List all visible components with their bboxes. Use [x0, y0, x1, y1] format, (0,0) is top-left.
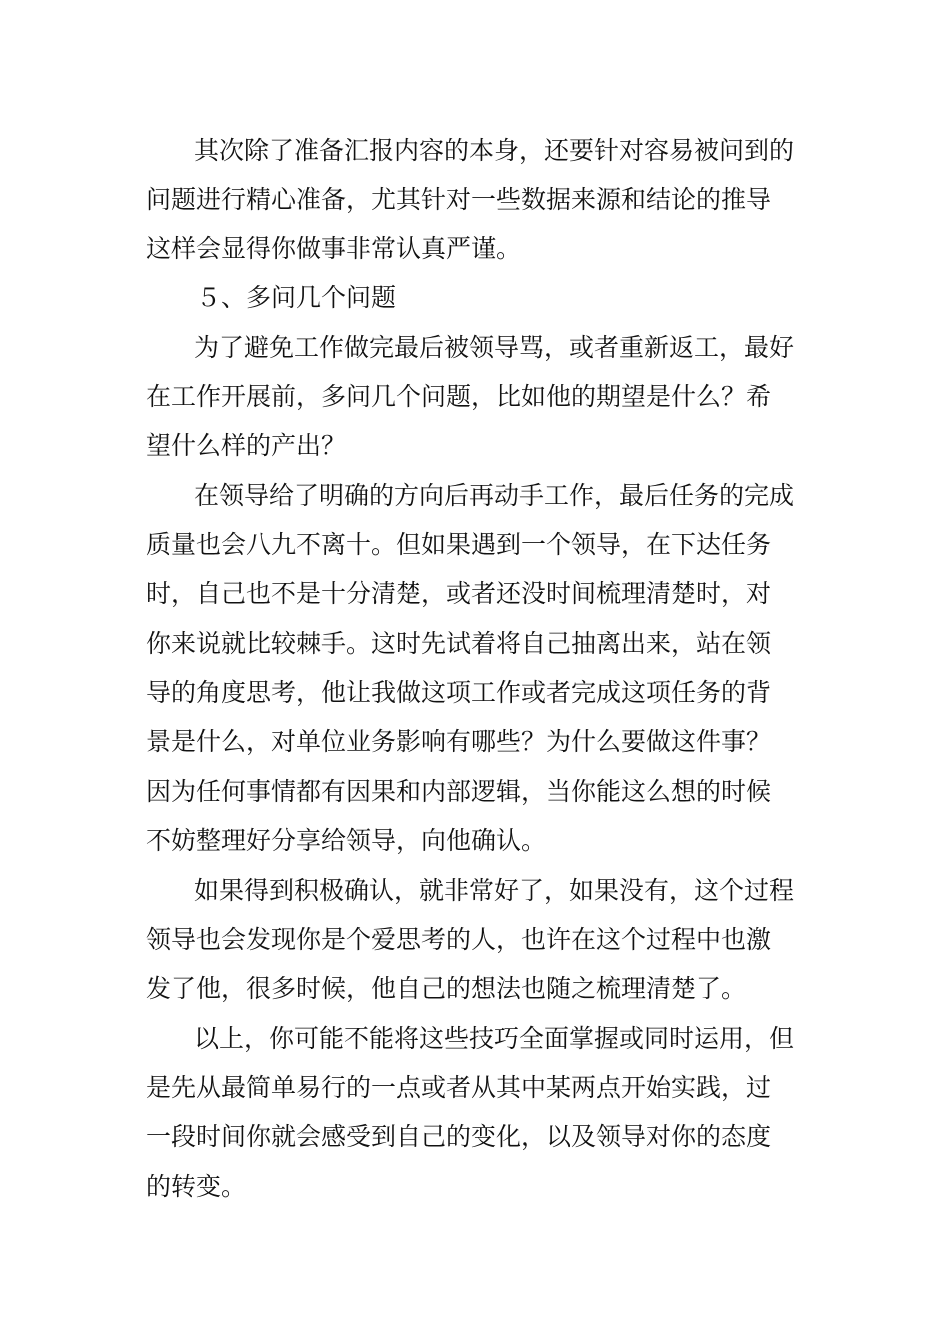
paragraph-3-line-5: 导的角度思考，他让我做这项工作或者完成这项任务的背: [146, 678, 772, 707]
paragraph-3-line-1: 在领导给了明确的方向后再动手工作，最后任务的完成: [194, 481, 795, 510]
paragraph-5-line-2: 是先从最简单易行的一点或者从其中某两点开始实践，过: [146, 1073, 772, 1102]
paragraph-5-line-4: 的转变。: [146, 1172, 247, 1201]
paragraph-2-line-2: 在工作开展前，多问几个问题，比如他的期望是什么？希: [146, 382, 772, 411]
paragraph-3-line-8: 不妨整理好分享给领导，向他确认。: [146, 826, 547, 855]
paragraph-4-line-2: 领导也会发现你是个爱思考的人，也许在这个过程中也激: [146, 925, 772, 954]
paragraph-1-line-1: 其次除了准备汇报内容的本身，还要针对容易被问到的: [194, 136, 795, 165]
paragraph-3-line-6: 景是什么，对单位业务影响有哪些？为什么要做这件事？: [146, 727, 772, 756]
paragraph-2-line-1: 为了避免工作做完最后被领导骂，或者重新返工，最好: [194, 333, 795, 362]
paragraph-2-line-3: 望什么样的产出？: [146, 431, 347, 460]
section-heading-5: ５、多问几个问题: [196, 283, 397, 312]
paragraph-4-line-1: 如果得到积极确认，就非常好了，如果没有，这个过程: [194, 876, 795, 905]
paragraph-1-line-2: 问题进行精心准备，尤其针对一些数据来源和结论的推导: [146, 185, 772, 214]
paragraph-4-line-3: 发了他，很多时候，他自己的想法也随之梳理清楚了。: [146, 974, 747, 1003]
paragraph-3-line-7: 因为任何事情都有因果和内部逻辑，当你能这么想的时候: [146, 777, 772, 806]
paragraph-3-line-4: 你来说就比较棘手。这时先试着将自己抽离出来，站在领: [146, 629, 772, 658]
paragraph-1-line-3: 这样会显得你做事非常认真严谨。: [146, 234, 522, 263]
paragraph-5-line-3: 一段时间你就会感受到自己的变化，以及领导对你的态度: [146, 1122, 772, 1151]
paragraph-5-line-1: 以上，你可能不能将这些技巧全面掌握或同时运用，但: [194, 1024, 795, 1053]
paragraph-3-line-3: 时，自己也不是十分清楚，或者还没时间梳理清楚时，对: [146, 579, 772, 608]
paragraph-3-line-2: 质量也会八九不离十。但如果遇到一个领导，在下达任务: [146, 530, 772, 559]
